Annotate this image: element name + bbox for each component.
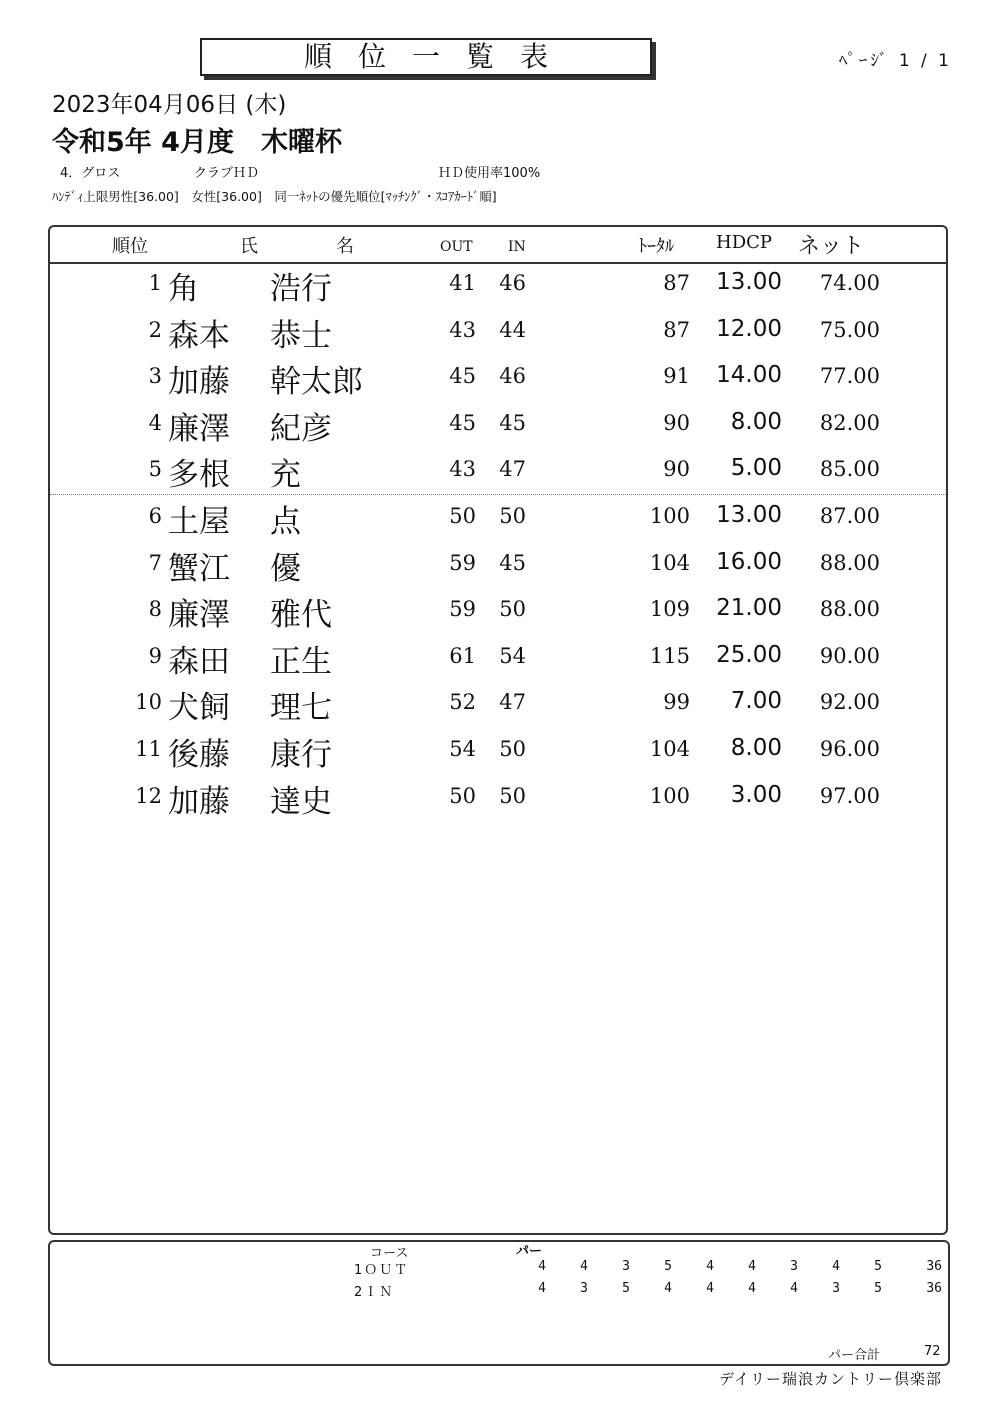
- table-row: [0, 776, 1000, 822]
- net-score: 87.00: [819, 504, 880, 528]
- in-score: 50: [499, 737, 526, 761]
- hole-par: 4: [706, 1259, 714, 1274]
- total-score: 99: [663, 690, 690, 715]
- total-score: 90: [663, 410, 690, 435]
- out-score: 59: [449, 550, 476, 575]
- table-row: [0, 496, 1000, 542]
- in-score: 45: [499, 410, 526, 435]
- event-date: 2023年04月06日 (木): [52, 92, 287, 118]
- handicap-value: 8.00: [730, 408, 782, 435]
- table-row: [0, 543, 1000, 589]
- total-score: 104: [649, 737, 690, 761]
- page-title: 順位一覧表: [303, 40, 574, 73]
- net-score: 75.00: [819, 317, 880, 342]
- player-given-name: 恭士: [270, 317, 332, 354]
- table-row: [0, 589, 1000, 635]
- out-score: 45: [449, 364, 476, 389]
- net-score: 88.00: [819, 550, 880, 575]
- table-row: [0, 263, 1000, 309]
- handicap-value: 12.00: [716, 315, 782, 342]
- rank-number: 8: [148, 597, 162, 622]
- col-hdcp-header: HDCP: [716, 232, 773, 253]
- player-surname: 多根: [168, 457, 230, 494]
- net-score: 96.00: [819, 737, 880, 761]
- hole-par: 4: [790, 1281, 798, 1296]
- out-score: 52: [449, 690, 476, 715]
- player-surname: 土屋: [168, 504, 230, 540]
- handicap-rate: ＨＤ使用率100%: [438, 166, 541, 181]
- total-score: 100: [649, 783, 690, 808]
- course-name: 2ＩＮ: [354, 1285, 395, 1300]
- rank-number: 6: [148, 504, 162, 528]
- player-given-name: 康行: [270, 737, 332, 773]
- hole-par: 4: [706, 1281, 714, 1296]
- net-score: 74.00: [819, 271, 880, 295]
- handicap-value: 25.00: [716, 641, 782, 668]
- course-name: 1ＯＵＴ: [354, 1263, 410, 1278]
- hole-par: 3: [832, 1281, 840, 1296]
- handicap-value: 3.00: [730, 781, 782, 808]
- table-row: [0, 356, 1000, 402]
- hole-par: 4: [538, 1281, 546, 1296]
- player-surname: 蟹江: [168, 550, 230, 587]
- in-score: 47: [499, 690, 526, 715]
- in-score: 44: [499, 317, 526, 342]
- rank-number: 1: [148, 271, 162, 295]
- total-score: 91: [663, 364, 690, 389]
- total-score: 87: [663, 271, 690, 295]
- handicap-conditions: ﾊﾝﾃﾞｨ上限男性[36.00] 女性[36.00] 同一ﾈｯﾄの優先順位[ﾏｯﾁﾝｸﾞ・ｽｺｱｶｰﾄﾞ順]: [52, 189, 497, 204]
- handicap-value: 7.00: [730, 688, 782, 715]
- hole-par: 3: [622, 1259, 630, 1274]
- hole-par: 3: [790, 1259, 798, 1274]
- hole-par: 5: [874, 1259, 882, 1274]
- player-surname: 後藤: [168, 737, 230, 773]
- in-score: 45: [499, 550, 526, 575]
- hole-par: 4: [832, 1259, 840, 1274]
- out-score: 43: [449, 457, 476, 482]
- net-score: 77.00: [819, 364, 880, 389]
- hole-par: 4: [580, 1259, 588, 1274]
- scoring-method: 4．グロス: [60, 166, 121, 181]
- rank-number: 4: [148, 410, 162, 435]
- hole-par: 5: [874, 1281, 882, 1296]
- col-name1-header: 氏: [240, 236, 258, 257]
- rank-number: 7: [148, 550, 162, 575]
- hole-par: 4: [748, 1281, 756, 1296]
- course-label: コース: [370, 1246, 409, 1261]
- player-surname: 加藤: [168, 364, 230, 401]
- in-score: 54: [499, 643, 526, 668]
- player-given-name: 充: [270, 457, 301, 494]
- handicap-value: 13.00: [716, 502, 782, 528]
- out-score: 41: [449, 271, 476, 295]
- total-score: 90: [663, 457, 690, 482]
- player-surname: 加藤: [168, 783, 230, 820]
- page-number: ﾍﾟｰｼﾞ 1 / 1: [838, 51, 952, 71]
- table-row: [0, 729, 1000, 775]
- total-score: 87: [663, 317, 690, 342]
- player-given-name: 達史: [270, 783, 332, 820]
- col-net-header: ネット: [798, 234, 865, 259]
- club-name: デイリー瑞浪カントリー倶楽部: [719, 1370, 942, 1388]
- par-total-value: 72: [924, 1344, 941, 1359]
- table-row: [0, 449, 1000, 495]
- in-score: 50: [499, 783, 526, 808]
- player-surname: 廉澤: [168, 410, 230, 447]
- player-given-name: 理七: [270, 690, 332, 727]
- rank-number: 5: [148, 457, 162, 482]
- table-row: [0, 403, 1000, 449]
- player-surname: 犬飼: [168, 690, 230, 727]
- handicap-value: 5.00: [730, 455, 782, 482]
- in-score: 47: [499, 457, 526, 482]
- player-given-name: 幹太郎: [270, 364, 363, 401]
- player-given-name: 紀彦: [270, 410, 332, 447]
- in-score: 50: [499, 597, 526, 622]
- col-in-header: IN: [508, 239, 526, 255]
- in-score: 50: [499, 504, 526, 528]
- in-score: 46: [499, 271, 526, 295]
- player-surname: 森本: [168, 317, 230, 354]
- out-score: 50: [449, 504, 476, 528]
- hole-par: 5: [664, 1259, 672, 1274]
- net-score: 92.00: [819, 690, 880, 715]
- net-score: 82.00: [819, 410, 880, 435]
- hole-par: 4: [748, 1259, 756, 1274]
- rank-number: 12: [135, 783, 162, 808]
- player-given-name: 点: [270, 504, 301, 540]
- table-row: [0, 310, 1000, 356]
- player-given-name: 浩行: [270, 271, 332, 307]
- col-out-header: OUT: [440, 239, 473, 255]
- handicap-type: クラブＨＤ: [194, 166, 260, 181]
- title-box: [200, 38, 652, 76]
- player-given-name: 雅代: [270, 597, 332, 634]
- col-rank-header: 順位: [112, 236, 148, 257]
- handicap-value: 16.00: [716, 548, 782, 575]
- hole-par: 5: [622, 1281, 630, 1296]
- out-score: 59: [449, 597, 476, 622]
- net-score: 97.00: [819, 783, 880, 808]
- total-score: 115: [649, 643, 690, 668]
- handicap-value: 21.00: [716, 595, 782, 622]
- rank-number: 2: [148, 317, 162, 342]
- net-score: 85.00: [819, 457, 880, 482]
- par-label: パー: [516, 1244, 543, 1259]
- table-row: [0, 682, 1000, 728]
- player-surname: 角: [168, 271, 199, 307]
- handicap-value: 13.00: [716, 269, 782, 295]
- player-given-name: 正生: [270, 643, 332, 680]
- rank-number: 10: [135, 690, 162, 715]
- net-score: 90.00: [819, 643, 880, 668]
- hole-par: 4: [664, 1281, 672, 1296]
- handicap-value: 14.00: [716, 362, 782, 389]
- rank-number: 9: [148, 643, 162, 668]
- out-score: 54: [449, 737, 476, 761]
- total-score: 104: [649, 550, 690, 575]
- rank-number: 11: [135, 737, 162, 761]
- player-surname: 廉澤: [168, 597, 230, 634]
- out-score: 45: [449, 410, 476, 435]
- col-name2-header: 名: [336, 236, 354, 257]
- player-given-name: 優: [270, 550, 301, 587]
- in-score: 46: [499, 364, 526, 389]
- handicap-value: 8.00: [730, 735, 782, 761]
- hole-par: 3: [580, 1281, 588, 1296]
- col-total-header: ﾄｰﾀﾙ: [638, 236, 674, 257]
- total-score: 109: [649, 597, 690, 622]
- course-par-total: 36: [926, 1259, 942, 1274]
- player-surname: 森田: [168, 643, 230, 680]
- out-score: 43: [449, 317, 476, 342]
- table-row: [0, 636, 1000, 682]
- out-score: 50: [449, 783, 476, 808]
- out-score: 61: [449, 643, 476, 668]
- competition-name: 令和5年 4月度 木曜杯: [52, 127, 342, 158]
- net-score: 88.00: [819, 597, 880, 622]
- rank-number: 3: [148, 364, 162, 389]
- hole-par: 4: [538, 1259, 546, 1274]
- par-table-frame: [48, 1240, 950, 1366]
- course-par-total: 36: [926, 1281, 942, 1296]
- total-score: 100: [649, 504, 690, 528]
- par-total-label: パー合計: [828, 1348, 881, 1363]
